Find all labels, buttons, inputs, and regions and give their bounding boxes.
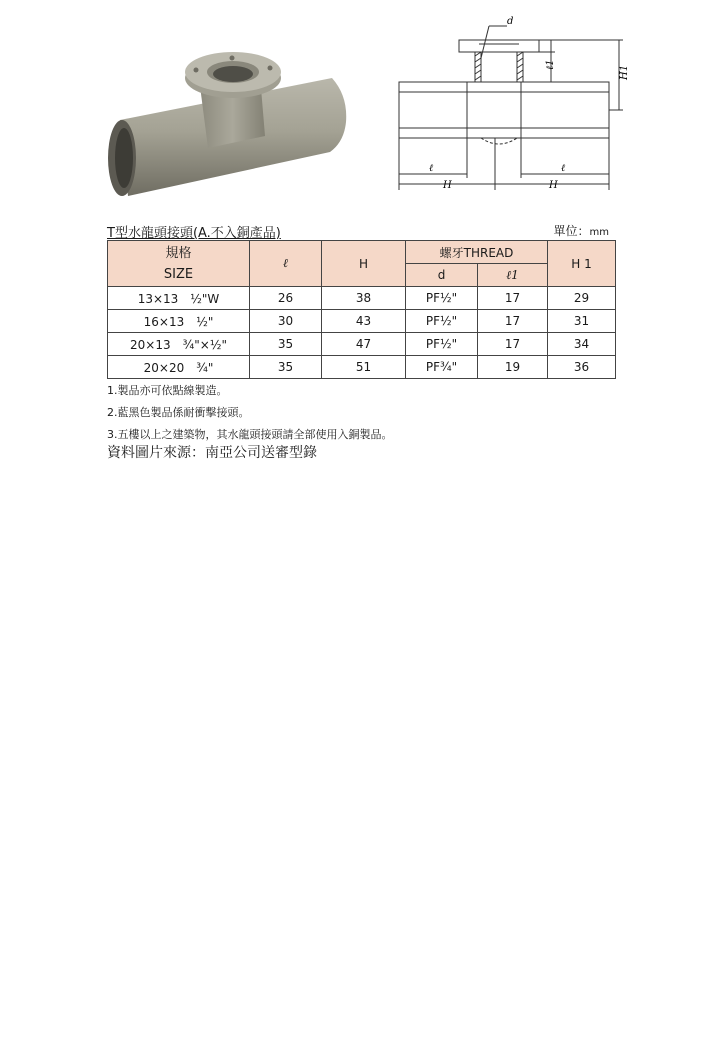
- notes: [107, 380, 393, 446]
- header-h1: H 1: [548, 241, 616, 287]
- cell-d: PF½": [406, 287, 478, 310]
- cell-l: 35: [250, 356, 322, 379]
- header-thread: 螺牙THREAD: [406, 241, 548, 264]
- drawing-label-l1: ℓ1: [545, 59, 556, 70]
- header-l: ℓ: [250, 241, 322, 287]
- note-item: 1.製品亦可依點線製造。: [107, 384, 228, 397]
- header-spec-size: [108, 241, 250, 287]
- table-body: [108, 287, 616, 379]
- cell-h: 38: [322, 287, 406, 310]
- cell-l: 35: [250, 333, 322, 356]
- header-size: SIZE: [163, 266, 194, 282]
- unit-label: [554, 222, 610, 239]
- drawing-label-h-left: H: [443, 180, 452, 191]
- cell-l: 26: [250, 287, 322, 310]
- note-item: 2.藍黑色製品係耐衝擊接頭。: [107, 406, 250, 419]
- cell-h1: 29: [548, 287, 616, 310]
- cell-l1: 17: [478, 333, 548, 356]
- source-credit: 資料圖片來源：南亞公司送審型錄: [107, 445, 317, 461]
- drawing-label-h-right: H: [549, 180, 558, 191]
- cell-h1: 36: [548, 356, 616, 379]
- table-row: [108, 356, 616, 379]
- cell-l1: 17: [478, 310, 548, 333]
- cell-d: PF½": [406, 310, 478, 333]
- table-row: [108, 310, 616, 333]
- table-row: [108, 287, 616, 310]
- cell-l1: 17: [478, 287, 548, 310]
- table-title: T型水龍頭接頭(A.不入銅產品): [107, 226, 281, 241]
- cell-size: 13×13 ½"W: [108, 287, 250, 310]
- cell-d: PF¾": [406, 356, 478, 379]
- tee-fitting-photo: [100, 36, 360, 206]
- caption-row: [107, 222, 615, 240]
- table-row: [108, 333, 616, 356]
- header-h: H: [322, 241, 406, 287]
- unit-prefix: 單位：: [553, 224, 590, 238]
- unit-value: mm: [589, 227, 609, 238]
- cell-h1: 31: [548, 310, 616, 333]
- drawing-label-l-left: ℓ: [429, 163, 434, 174]
- note-item: 3.五樓以上之建築物，其水龍頭接頭請全部使用入銅製品。: [107, 428, 393, 441]
- cell-h: 43: [322, 310, 406, 333]
- drawing-label-d: d: [507, 16, 514, 27]
- cell-h1: 34: [548, 333, 616, 356]
- cell-h: 51: [322, 356, 406, 379]
- drawing-label-h1: H1: [619, 64, 630, 80]
- tee-dimension-drawing: [385, 14, 635, 194]
- cell-size: 16×13 ½": [108, 310, 250, 333]
- header-l1: ℓ1: [478, 264, 548, 287]
- spec-table: [107, 240, 616, 379]
- header-d: d: [406, 264, 478, 287]
- cell-size: 20×20 ¾": [108, 356, 250, 379]
- cell-size: 20×13 ¾"×½": [108, 333, 250, 356]
- header-spec: 規格: [165, 245, 192, 261]
- drawing-label-l-right: ℓ: [561, 163, 566, 174]
- cell-l: 30: [250, 310, 322, 333]
- cell-d: PF½": [406, 333, 478, 356]
- cell-h: 47: [322, 333, 406, 356]
- cell-l1: 19: [478, 356, 548, 379]
